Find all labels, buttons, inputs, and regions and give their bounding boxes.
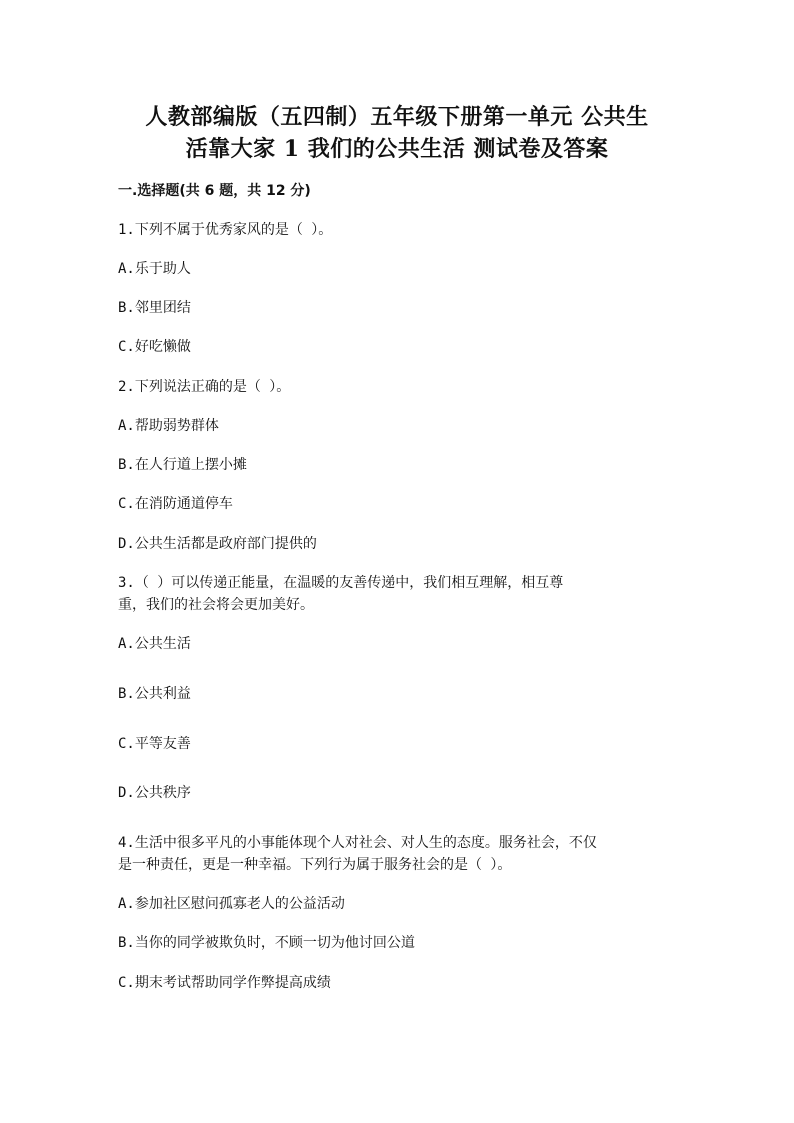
- question-3-option-c: C.平等友善: [118, 736, 191, 752]
- document-title-line-1: 人教部编版（五四制）五年级下册第一单元 公共生: [145, 104, 649, 130]
- question-1-option-c: C.好吃懒做: [118, 339, 191, 355]
- question-4-option-c: C.期末考试帮助同学作弊提高成绩: [118, 975, 331, 991]
- question-2-option-d: D.公共生活都是政府部门提供的: [118, 536, 317, 552]
- document-title-line-2: 活靠大家 1 我们的公共生活 测试卷及答案: [185, 136, 609, 162]
- question-3-option-d: D.公共秩序: [118, 785, 191, 801]
- question-3-option-a: A.公共生活: [118, 636, 191, 652]
- question-2-option-c: C.在消防通道停车: [118, 496, 233, 512]
- question-1-stem: 1.下列不属于优秀家风的是（ ）。: [118, 222, 333, 238]
- question-3-option-b: B.公共利益: [118, 686, 191, 702]
- question-4-stem-line-1: 4.生活中很多平凡的小事能体现个人对社会、对人生的态度。服务社会，不仅: [118, 835, 597, 851]
- question-4-option-b: B.当你的同学被欺负时，不顾一切为他讨回公道: [118, 935, 415, 951]
- question-2-stem: 2.下列说法正确的是（ ）。: [118, 379, 291, 395]
- question-4-stem-line-2: 是一种责任，更是一种幸福。下列行为属于服务社会的是（ ）。: [118, 857, 512, 873]
- section-heading: 一.选择题(共 6 题，共 12 分): [118, 183, 311, 199]
- question-2-option-b: B.在人行道上摆小摊: [118, 457, 247, 473]
- question-2-option-a: A.帮助弱势群体: [118, 418, 219, 434]
- question-1-option-b: B.邻里团结: [118, 300, 191, 316]
- question-3-stem-line-1: 3.（ ）可以传递正能量，在温暖的友善传递中，我们相互理解，相互尊: [118, 575, 564, 591]
- question-1-option-a: A.乐于助人: [118, 261, 191, 277]
- question-4-option-a: A.参加社区慰问孤寡老人的公益活动: [118, 896, 345, 912]
- question-3-stem-line-2: 重，我们的社会将会更加美好。: [118, 597, 314, 613]
